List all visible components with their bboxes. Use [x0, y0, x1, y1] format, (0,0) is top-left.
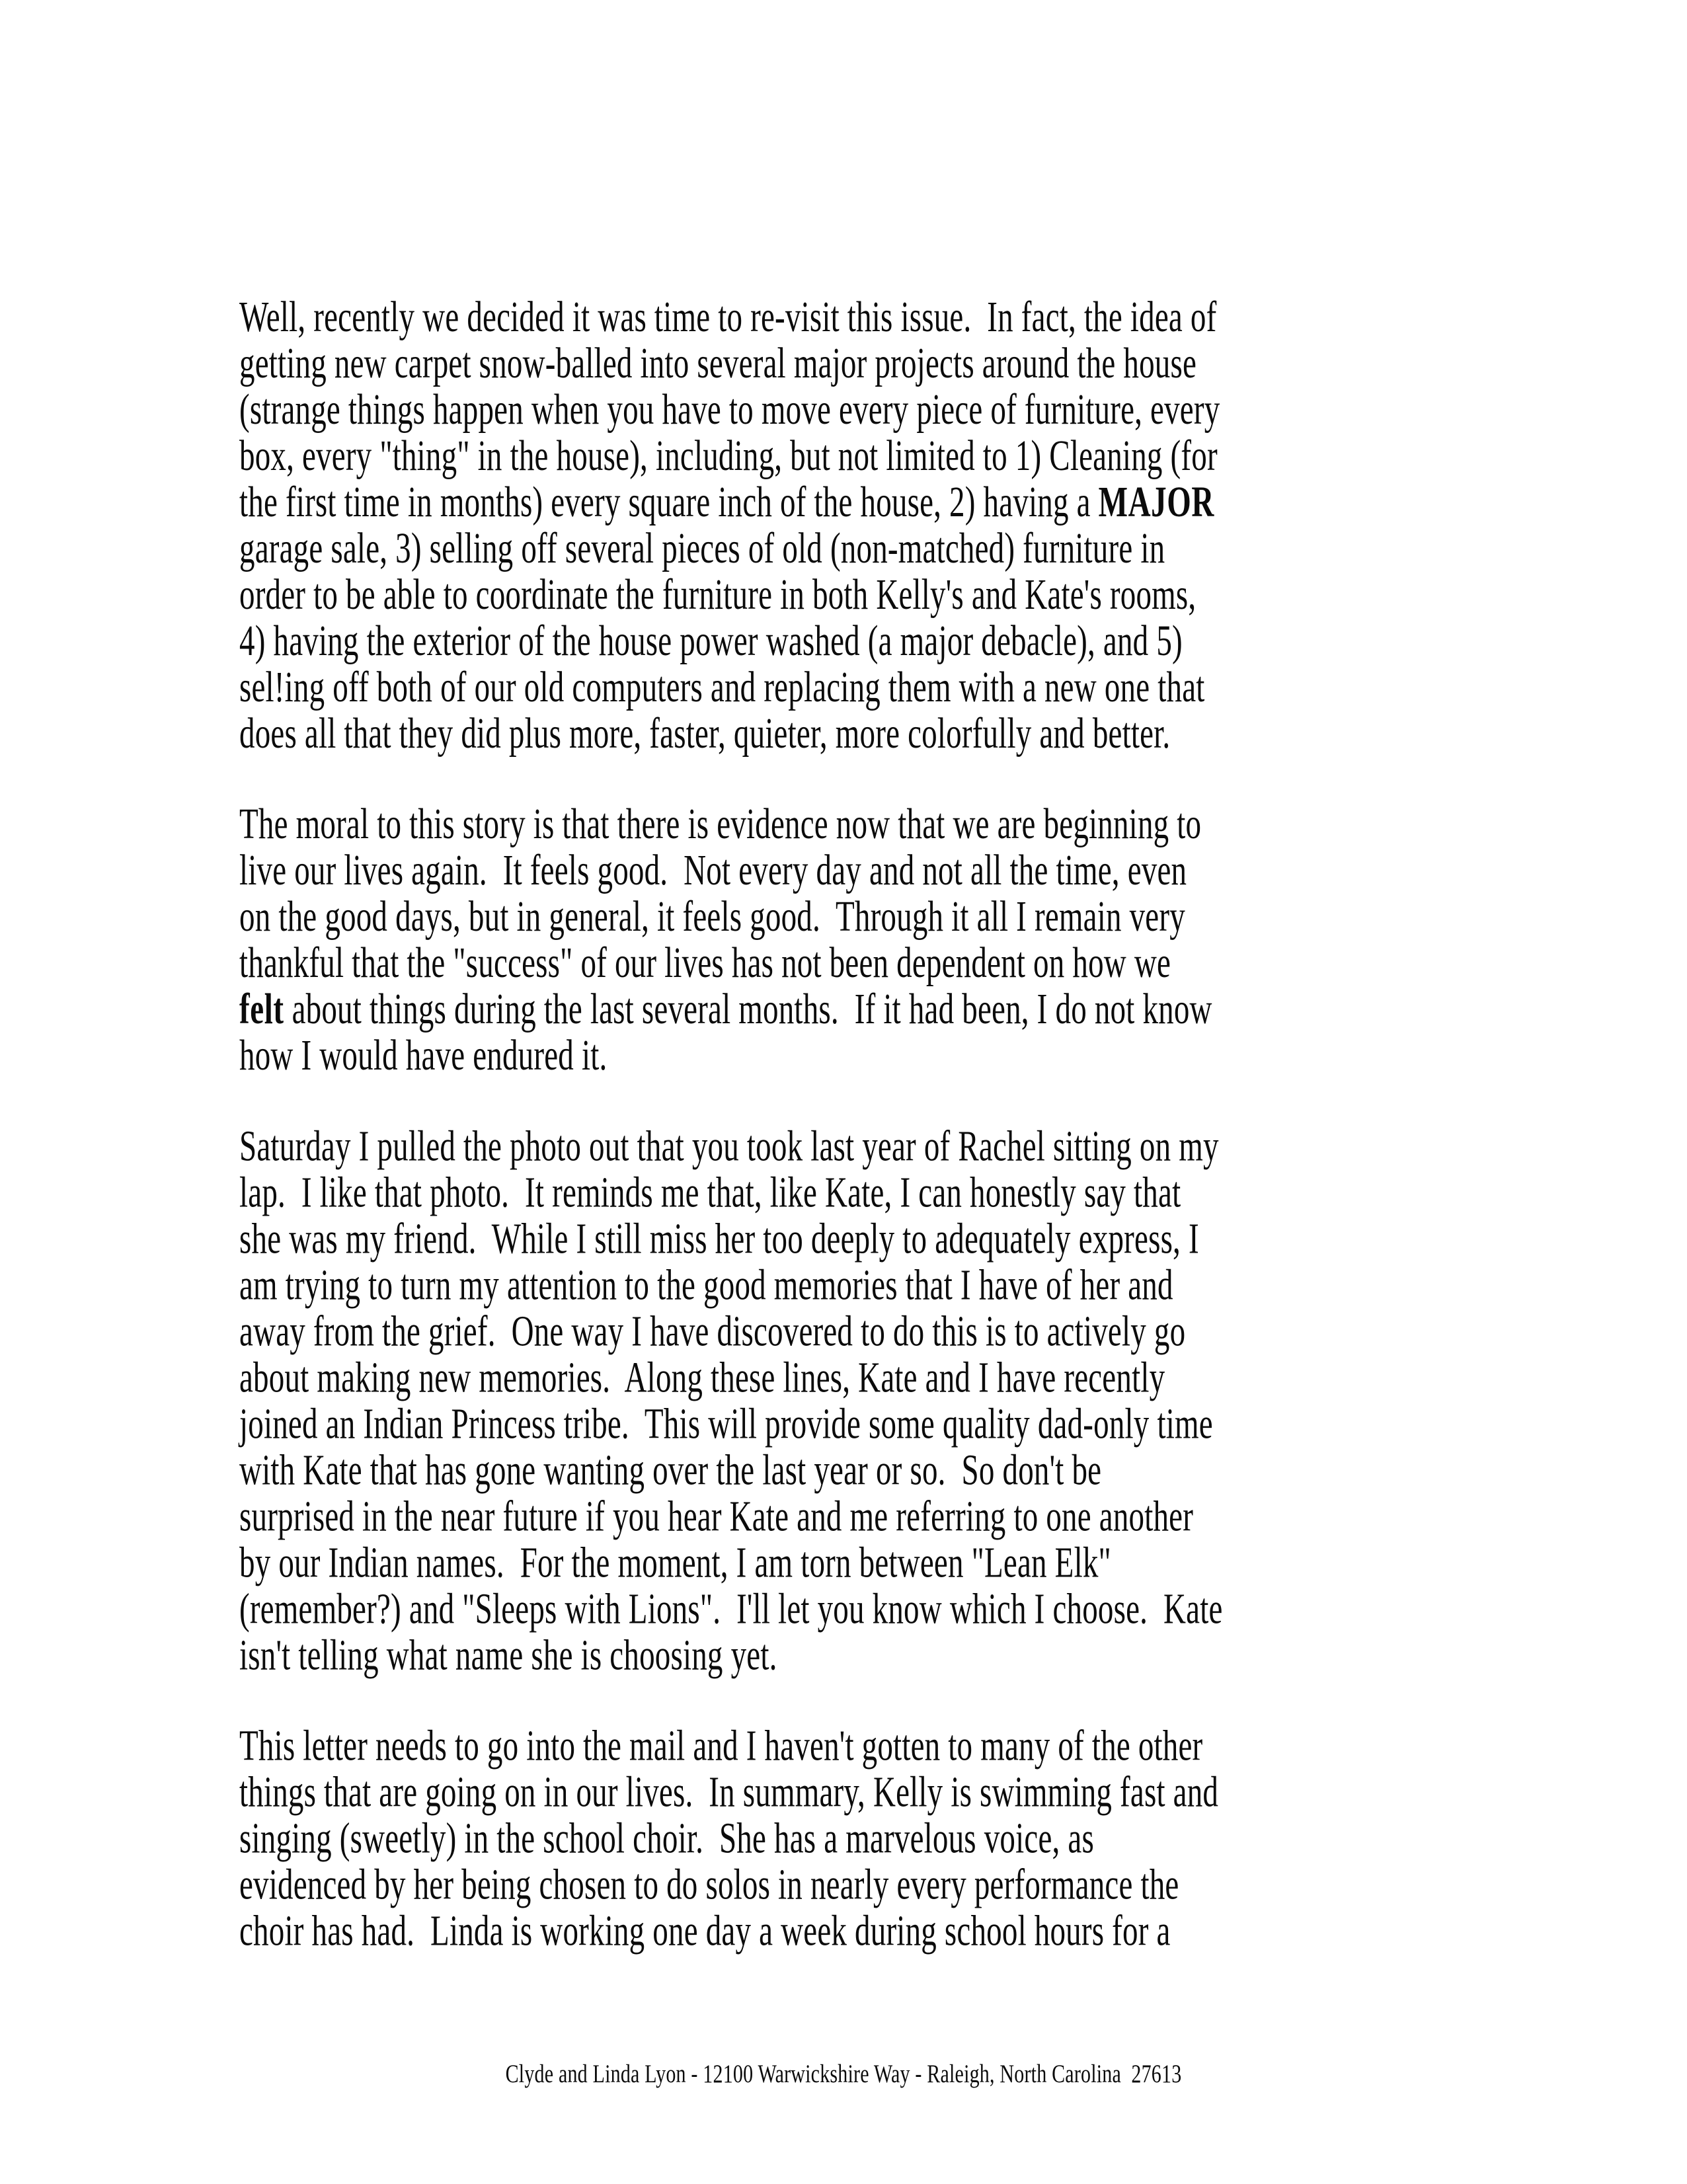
- text-line: [239, 986, 1495, 1033]
- text-segment: box, every "thing" in the house), including, but not limited to 1) Cleaning (for: [239, 432, 1218, 481]
- scan-speck: [979, 1602, 984, 1606]
- text-line: [239, 1033, 1495, 1079]
- text-segment: Saturday I pulled the photo out that you took last year of Rachel sitting on my: [239, 1122, 1219, 1171]
- paragraph: [239, 1123, 1495, 1678]
- text-segment: This letter needs to go into the mail and I haven't gotten to many of the other: [239, 1722, 1203, 1770]
- text-line: [239, 1770, 1495, 1816]
- paragraph: [239, 801, 1495, 1079]
- text-line: [239, 1308, 1495, 1354]
- text-line: [239, 1354, 1495, 1401]
- text-segment: order to be able to coordinate the furniture in both Kelly's and Kate's rooms,: [239, 570, 1197, 619]
- text-line: [239, 1862, 1495, 1908]
- text-segment: on the good days, but in general, it feels good. Through it all I remain very: [239, 892, 1185, 941]
- text-line: [239, 618, 1495, 664]
- footer-address: Clyde and Linda Lyon - 12100 Warwickshire Way - Raleigh, North Carolina 27613: [505, 2060, 1182, 2088]
- text-line: [239, 340, 1495, 387]
- text-segment: does all that they did plus more, faster, quieter, more colorfully and better.: [239, 709, 1171, 758]
- text-line: [239, 1632, 1495, 1678]
- text-segment: with Kate that has gone wanting over the last year or so. So don't be: [239, 1446, 1102, 1495]
- text-segment: 4) having the exterior of the house power washed (a major debacle), and 5): [239, 617, 1183, 666]
- text-line: [239, 1169, 1495, 1216]
- text-segment: about making new memories. Along these lines, Kate and I have recently: [239, 1354, 1165, 1402]
- text-segment: away from the grief. One way I have discovered to do this is to actively go: [239, 1307, 1186, 1356]
- text-segment: evidenced by her being chosen to do solos in nearly every performance the: [239, 1861, 1179, 1909]
- text-line: [239, 526, 1495, 572]
- text-segment: by our Indian names. For the moment, I am torn between "Lean Elk": [239, 1539, 1111, 1587]
- text-line: [239, 1216, 1495, 1262]
- text-segment: getting new carpet snow-balled into several major projects around the house: [239, 339, 1197, 388]
- text-segment: joined an Indian Princess tribe. This will provide some quality dad-only time: [239, 1400, 1213, 1448]
- text-segment: (remember?) and "Sleeps with Lions". I'll let you know which I choose. Kate: [239, 1585, 1223, 1633]
- text-segment: lap. I like that photo. It reminds me that, like Kate, I can honestly say that: [239, 1169, 1181, 1217]
- text-line: [239, 572, 1495, 618]
- text-segment: garage sale, 3) selling off several pieces of old (non-matched) furniture in: [239, 524, 1165, 573]
- bold-text-segment: felt: [239, 985, 284, 1034]
- text-line: [239, 1908, 1495, 1955]
- text-segment: surprised in the near future if you hear Kate and me referring to one another: [239, 1493, 1194, 1541]
- paragraph: [239, 294, 1495, 757]
- text-segment: the first time in months) every square inch of the house, 2) having a: [239, 478, 1099, 527]
- text-segment: things that are going on in our lives. In summary, Kelly is swimming fast and: [239, 1768, 1219, 1816]
- text-segment: she was my friend. While I still miss her too deeply to adequately express, I: [239, 1215, 1199, 1263]
- paragraph: [239, 1723, 1495, 1955]
- text-segment: am trying to turn my attention to the good memories that I have of her and: [239, 1261, 1173, 1309]
- text-line: [239, 1493, 1495, 1540]
- text-segment: live our lives again. It feels good. Not every day and not all the time, even: [239, 846, 1187, 895]
- text-line: [239, 664, 1495, 711]
- text-line: [239, 711, 1495, 757]
- text-line: [239, 1123, 1495, 1169]
- text-line: [239, 1540, 1495, 1586]
- text-line: [239, 1723, 1495, 1770]
- text-segment: thankful that the "success" of our lives has not been dependent on how we: [239, 939, 1171, 988]
- text-segment: isn't telling what name she is choosing yet.: [239, 1631, 777, 1680]
- text-segment: sel!ing off both of our old computers and replacing them with a new one that: [239, 663, 1205, 712]
- text-line: [239, 940, 1495, 986]
- text-line: [239, 1586, 1495, 1632]
- text-line: [239, 387, 1495, 433]
- text-segment: how I would have endured it.: [239, 1031, 608, 1080]
- text-line: [239, 1447, 1495, 1493]
- text-line: [239, 1401, 1495, 1447]
- text-line: [239, 847, 1495, 894]
- text-line: [239, 1262, 1495, 1308]
- letter-body: [239, 294, 1495, 1955]
- text-line: [239, 894, 1495, 940]
- text-segment: choir has had. Linda is working one day a week during school hours for a: [239, 1907, 1171, 1955]
- text-segment: singing (sweetly) in the school choir. She has a marvelous voice, as: [239, 1814, 1094, 1863]
- text-line: [239, 294, 1495, 340]
- text-segment: The moral to this story is that there is evidence now that we are beginning to: [239, 800, 1202, 849]
- text-line: [239, 1816, 1495, 1862]
- bold-text-segment: MAJOR: [1098, 478, 1214, 527]
- text-segment: about things during the last several months. If it had been, I do not know: [284, 985, 1212, 1034]
- text-segment: (strange things happen when you have to move every piece of furniture, every: [239, 385, 1220, 434]
- text-line: [239, 433, 1495, 479]
- text-line: [239, 479, 1495, 526]
- text-segment: Well, recently we decided it was time to re-visit this issue. In fact, the idea of: [239, 293, 1217, 342]
- text-line: [239, 801, 1495, 847]
